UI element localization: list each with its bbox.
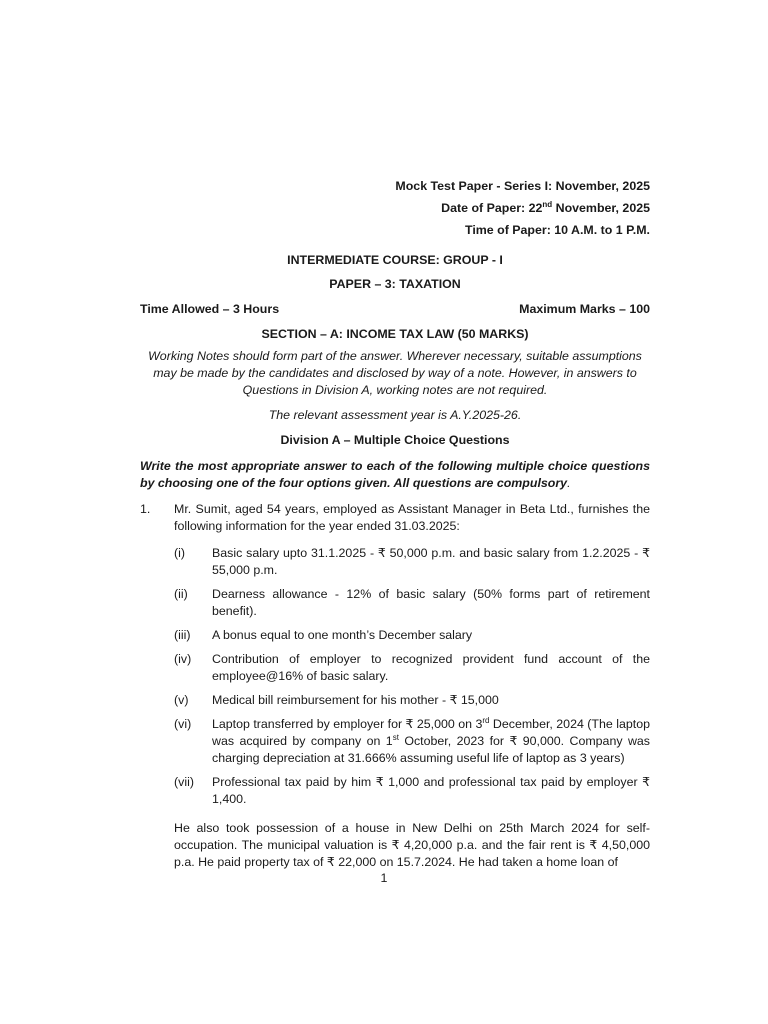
list-item bbox=[174, 586, 650, 620]
item-text: Professional tax paid by him ₹ 1,000 and professional tax paid by employer ₹ 1,400. bbox=[212, 775, 650, 806]
instruction-text: Write the most appropriate answer to each of the following multiple choice questions by choosing one of the four options given. All questions are compulsory bbox=[140, 459, 650, 490]
item-text bbox=[212, 716, 650, 767]
time-allowed: Time Allowed – 3 Hours bbox=[140, 302, 280, 316]
item-text: Medical bill reimbursement for his mother - ₹ 15,000 bbox=[212, 693, 499, 707]
item-number: (vii) bbox=[174, 775, 194, 789]
date-prefix: Date of Paper: 22 bbox=[441, 201, 543, 215]
notes-line: may be made by the candidates and disclosed by way of a note. However, in answers to bbox=[153, 366, 637, 380]
page-number: 1 bbox=[380, 871, 388, 885]
date-suffix: November, 2025 bbox=[552, 201, 650, 215]
division-title: Division A – Multiple Choice Questions bbox=[280, 433, 510, 447]
list-item bbox=[174, 716, 650, 767]
item-number: (v) bbox=[174, 693, 189, 707]
item-number: (iii) bbox=[174, 628, 191, 642]
item-number: (i) bbox=[174, 546, 186, 560]
instruction-period: . bbox=[567, 476, 571, 490]
item-superscript: st bbox=[392, 732, 399, 742]
notes-line: Working Notes should form part of the answer. Wherever necessary, suitable assumptions bbox=[148, 349, 642, 363]
question-1 bbox=[140, 501, 650, 871]
closing-paragraph: He also took possession of a house in New Delhi on 25th March 2024 for self-occupation. The municipal valuation is ₹ 4,20,000 p.a. and the fair rent is ₹ 4,50,000 p.a. He paid property tax of ₹ 22,000 on 15.7.2024. He had taken a home loan of bbox=[174, 821, 650, 869]
item-number: (ii) bbox=[174, 587, 188, 601]
time-marks-row bbox=[140, 296, 650, 322]
list-item bbox=[174, 692, 650, 709]
question-intro: Mr. Sumit, aged 54 years, employed as Assistant Manager in Beta Ltd., furnishes the following information for the year ended 31.03.2025: bbox=[174, 502, 650, 533]
question-body bbox=[174, 501, 650, 871]
assessment-year: The relevant assessment year is A.Y.2025-26. bbox=[268, 408, 522, 422]
item-text-part: December, 2024 (The laptop was acquired by company on 1 bbox=[212, 717, 650, 748]
item-text-part: Laptop transferred by employer for ₹ 25,000 on 3 bbox=[212, 717, 483, 731]
item-text: Dearness allowance - 12% of basic salary (50% forms part of retirement benefit). bbox=[212, 587, 650, 618]
date-line bbox=[140, 197, 650, 219]
document-page bbox=[140, 175, 650, 871]
list-item bbox=[174, 627, 650, 644]
item-number: (iv) bbox=[174, 652, 192, 666]
question-items bbox=[174, 545, 650, 808]
item-superscript: rd bbox=[482, 715, 490, 725]
time-line: Time of Paper: 10 A.M. to 1 P.M. bbox=[465, 223, 650, 237]
instruction bbox=[140, 458, 650, 492]
series-line: Mock Test Paper - Series I: November, 2025 bbox=[395, 179, 650, 193]
item-text: Basic salary upto 31.1.2025 - ₹ 50,000 p.m. and basic salary from 1.2.2025 - ₹ 55,000 p.m. bbox=[212, 546, 650, 577]
date-superscript: nd bbox=[542, 199, 553, 209]
list-item bbox=[174, 545, 650, 579]
section-title: SECTION – A: INCOME TAX LAW (50 MARKS) bbox=[261, 327, 529, 341]
question-number: 1. bbox=[140, 502, 151, 516]
list-item bbox=[174, 774, 650, 808]
paper-title: PAPER – 3: TAXATION bbox=[329, 277, 461, 291]
item-text-part: October, 2023 for ₹ 90,000. Company was charging depreciation at 31.666% assuming useful life of laptop as 3 years) bbox=[212, 734, 650, 765]
list-item bbox=[174, 651, 650, 685]
notes-line: Questions in Division A, working notes are not required. bbox=[242, 383, 548, 397]
item-number: (vi) bbox=[174, 717, 192, 731]
maximum-marks: Maximum Marks – 100 bbox=[519, 302, 650, 316]
item-text: Contribution of employer to recognized provident fund account of the employee@16% of basic salary. bbox=[212, 652, 650, 683]
working-notes bbox=[140, 348, 650, 399]
item-text: A bonus equal to one month’s December salary bbox=[212, 628, 473, 642]
course-title: INTERMEDIATE COURSE: GROUP - I bbox=[287, 253, 503, 267]
